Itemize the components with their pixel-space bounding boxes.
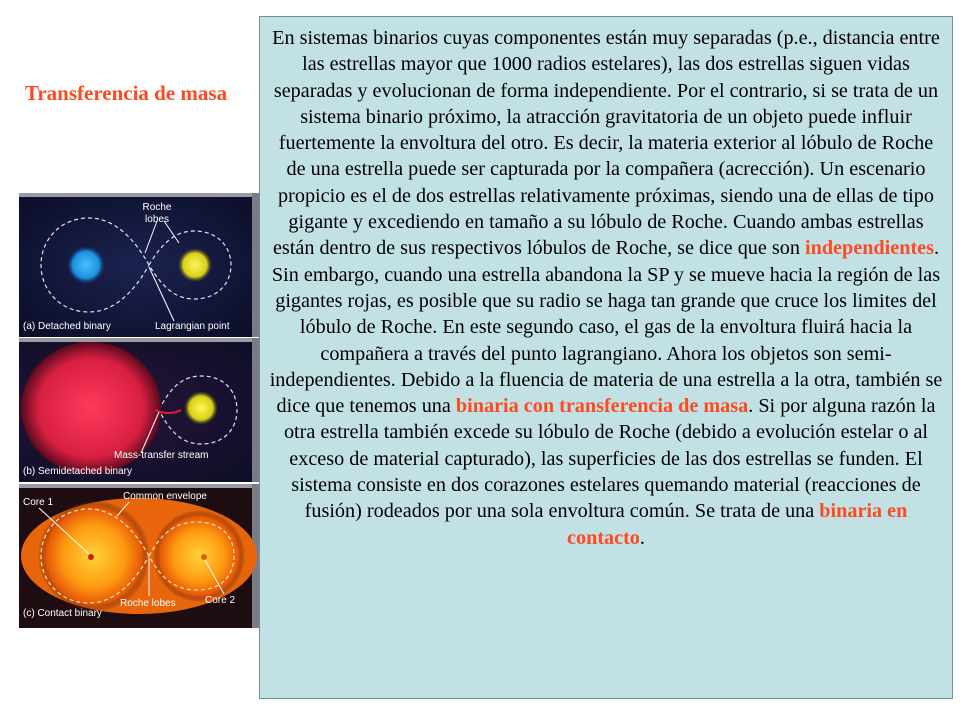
detached-binary-diagram	[19, 193, 259, 337]
text-part-4: .	[639, 526, 645, 549]
common-envelope-label: Common envelope	[123, 491, 207, 502]
mass-transfer-stream-label: Mass-transfer stream	[114, 450, 209, 461]
slide-title: Transferencia de masa	[24, 81, 228, 105]
semidetached-binary-caption: (b) Semidetached binary	[23, 466, 132, 477]
lagrangian-point-label: Lagrangian point	[155, 321, 230, 332]
highlight-independientes: independientes	[804, 237, 934, 260]
blue-star	[67, 246, 105, 284]
main-text-box	[259, 16, 953, 699]
contact-binary-panel	[19, 484, 259, 628]
roche-lobes-label: Roche lobes	[120, 598, 176, 609]
yellow-star	[184, 391, 218, 425]
text-part-2: . Sin embargo, cuando una estrella abandona la SP y se mueve hacia la región de las gigantes rojas, es posible que su radio se haga tan grande que cruce los limites del lóbulo de Roche. En este segundo caso, el gas de la envoltura fluirá hacia la compañera a través del punto lagrangiano. Ahora los objetos son semi-independientes. Debido a la fluencia de materia de una estrella a la otra, también se dice que tenemos una	[269, 237, 943, 418]
yellow-star	[178, 248, 212, 282]
text-part-3: . Si por alguna razón la otra estrella también excede su lóbulo de Roche (debido a evolución estelar o al exceso de material capturado), las superficies de las dos estrellas se funden. El sistema consiste en dos corazones estelares quemando material (reacciones de fusión) rodeados por una sola envoltura común. Se trata de una	[283, 395, 936, 523]
core-1-label: Core 1	[23, 497, 54, 508]
core-2	[201, 554, 207, 560]
detached-binary-panel	[19, 193, 259, 337]
highlight-binaria-transferencia: binaria con transferencia de masa	[455, 395, 749, 418]
roche-lobes-label: Roche lobes	[142, 202, 172, 225]
core-1	[88, 554, 94, 560]
detached-binary-caption: (a) Detached binary	[23, 321, 111, 332]
highlight-binaria-contacto: binaria en contacto	[567, 500, 908, 549]
core-2-label: Core 2	[205, 595, 236, 606]
contact-binary-caption: (c) Contact binary	[23, 608, 102, 619]
semidetached-binary-panel	[19, 338, 259, 482]
text-part-1: En sistemas binarios cuyas componentes están muy separadas (p.e., distancia entre las estrellas mayor que 1000 radios estelares), las dos estrellas siguen vidas separadas y evolucionan de forma independiente. Por el contrario, si se trata de un sistema binario próximo, la atracción gravitatoria de un objeto puede influir fuertemente la envoltura del otro. Es decir, la materia exterior al lóbulo de Roche de una estrella puede ser capturada por la compañera (acrección). Un escenario propicio es el de dos estrellas relativamente próximas, siendo una de ellas de tipo gigante y excediendo en tamaño a su lóbulo de Roche. Cuando ambas estrellas están dentro de sus respectivos lóbulos de Roche, se dice que son	[272, 27, 940, 260]
